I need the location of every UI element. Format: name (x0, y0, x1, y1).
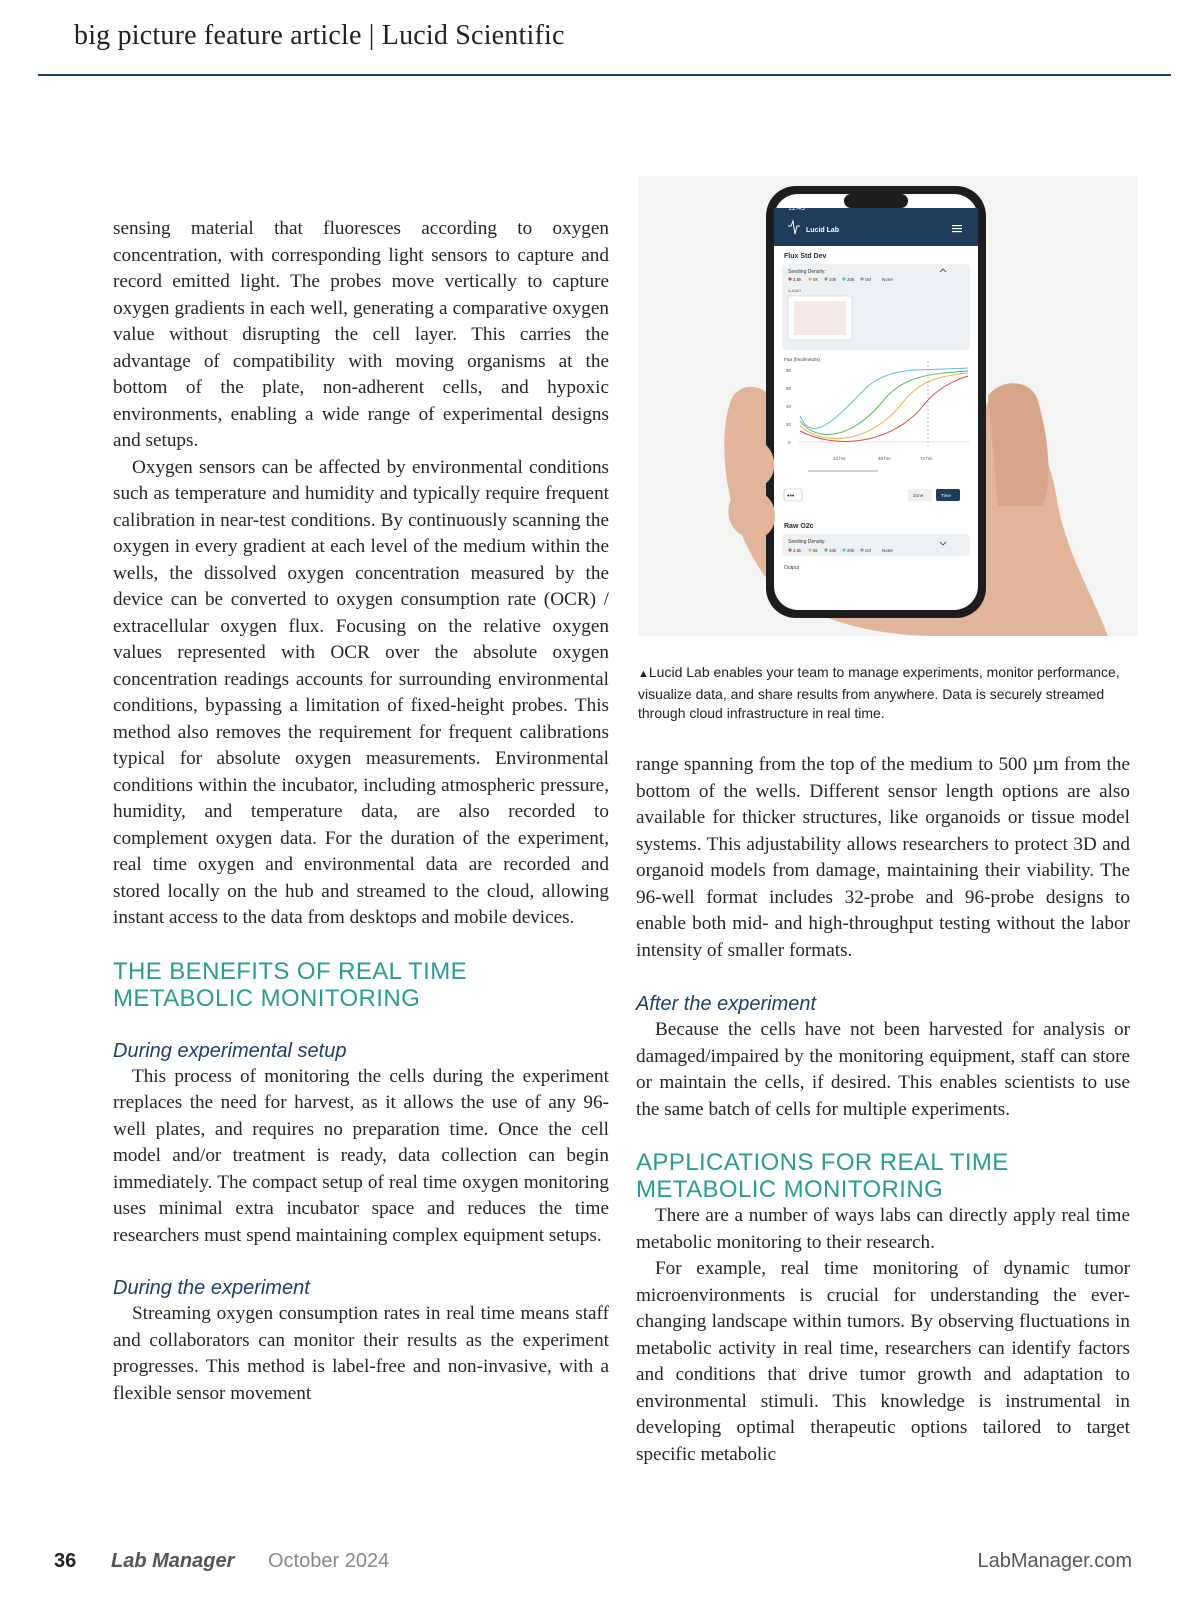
output-label: Output (784, 565, 800, 571)
legend-item: 10k (829, 548, 837, 553)
body-paragraph: sensing material that fluoresces according to oxygen concentration, with corresponding light sensors to capture and record emitted light. The probes move vertically to capture oxygen gradients in each well, generating a comparative oxygen value without disrupting the cell layer. This carries the advantage of compatibility with moving organisms at the bottom of the plate, non-adherent cells, and hypoxic environments, enabling a wide range of experimental designs and setups. (113, 218, 609, 451)
legend-item: ctrl (865, 548, 871, 553)
y-tick: 40 (786, 404, 792, 409)
seeding-label: Seeding Density: (788, 269, 826, 275)
legend-item: 10k (829, 277, 837, 282)
app-bar (774, 208, 978, 246)
seeding-label-2: Seeding Density: (788, 539, 826, 545)
legend-item: 5k (813, 548, 818, 553)
app-title: Lucid Lab (806, 227, 840, 234)
website-link[interactable]: LabManager.com (977, 1550, 1132, 1572)
x-tick: 72 hrs (920, 456, 933, 461)
legend-item: 20k (847, 277, 855, 282)
body-paragraph: Because the cells have not been harvested for analysis or damaged/impaired by the monitoring equipment, staff can store or maintain the cells, if desired. This enables scientists to use the same batch of cells for multiple experiments. (636, 1019, 1130, 1120)
subheading-during: During the experiment (113, 1277, 310, 1299)
body-paragraph: For example, real time monitoring of dynamic tumor microenvironments is crucial for understanding the ever-changing landscape within tumors. By observing fluctuations in metabolic activity in real time, researchers can identify factors and conditions that drive tumor growth and adaptation to environmental stimuli. This knowledge is instrumental in developing optimal therapeutic options tailored to target specific metabolic (636, 1258, 1130, 1465)
body-paragraph: Streaming oxygen consumption rates in real time means staff and collaborators can monitor their results as the experiment progresses. This method is label-free and non-invasive, with a flexible sensor movement (113, 1303, 609, 1404)
legend-item: 20k (847, 548, 855, 553)
phone-notch (844, 194, 908, 208)
legend-item: 2.5k (793, 548, 802, 553)
subheading-after: After the experiment (636, 993, 817, 1015)
well-grid (794, 301, 846, 335)
y-tick: 60 (786, 386, 792, 391)
thumb-shape (988, 383, 1048, 506)
body-paragraph: This process of monitoring the cells during the experiment rreplaces the need for harvest, as it allows the use of any 96-well plates, and requires no preparation time. Once the cell model and/or treatment is ready, data collection can begin immediately. The compact setup of real time oxygen monitoring uses minimal extra incubator space and reduces the time researchers must spend maintaining complex equipment setups. (113, 1065, 609, 1246)
time-button-label: Time (941, 493, 951, 498)
section-heading-benefits: THE BENEFITS OF REAL TIME METABOLIC MONITORING (113, 957, 468, 1012)
legend-item: 5k (813, 277, 818, 282)
legend-item: 2.5k (793, 277, 802, 282)
status-time: 11:49 (788, 205, 805, 212)
right-column (636, 752, 1130, 1468)
zone-button-label: Zone (913, 493, 924, 498)
y-tick: 80 (786, 368, 792, 373)
x-tick: 24 hrs (833, 456, 846, 461)
subheading-setup: During experimental setup (113, 1039, 347, 1062)
running-header: big picture feature article | Lucid Scientific (74, 20, 565, 51)
caption-text: Lucid Lab enables your team to manage experiments, monitor performance, visualize data, and share results from anywhere. Data is securely streamed through cloud infrastructure in real time. (638, 664, 1120, 721)
y-axis-label: Flux (fmol/mm2/s) (784, 357, 820, 362)
y-tick: 20 (786, 422, 792, 427)
legend-item: None (882, 277, 893, 282)
body-paragraph: range spanning from the top of the medium to 500 µm from the bottom of the wells. Different sensor length options are also available for thicker structures, like organoids or tissue model systems. This adjustability allows researchers to protect 3D and organoid models from damage, maintaining their viability. The 96-well format includes 32-probe and 96-probe designs to enable both mid- and high-throughput testing without the labor intensity of smaller formats. (636, 754, 1130, 961)
legend-item: None (882, 548, 893, 553)
card-title-flux: Flux Std Dev (784, 253, 827, 260)
phone-photo (638, 176, 1138, 636)
issue-date: October 2024 (268, 1550, 390, 1572)
x-tick: 48 hrs (878, 456, 891, 461)
figure-caption (638, 663, 1138, 724)
section-heading-applications: APPLICATIONS FOR REAL TIME METABOLIC MONITORING (636, 1149, 1009, 1203)
left-column (113, 216, 609, 1407)
more-button-label: ••• (787, 493, 795, 500)
body-paragraph: There are a number of ways labs can directly apply real time metabolic monitoring to their research. (636, 1205, 1130, 1253)
magazine-name: Lab Manager (111, 1550, 235, 1572)
y-tick: 0 (788, 440, 791, 445)
page-number: 36 (54, 1550, 77, 1572)
hamburger-menu-icon[interactable] (952, 225, 962, 232)
legend-item: ctrl (865, 277, 871, 282)
header-rule (38, 74, 1171, 76)
body-paragraph: Oxygen sensors can be affected by environmental conditions such as temperature and humidity and typically require frequent calibration in near-test conditions. By continuously scanning the oxygen in every gradient at each level of the medium within the wells, the dissolved oxygen concentration measured by the device can be converted to oxygen consumption rate (OCR) / extracellular oxygen flux. Focusing on the relative oxygen values represented with OCR over the absolute oxygen concentration readings accounts for surrounding environmental conditions, bypassing a limitation of fixed-height probes. This method also removes the requirement for frequent calibrations typical for absolute oxygen measurements. Environmental conditions within the incubator, including atmospheric pressure, humidity, and temperature data, are also recorded to complement oxygen data. For the duration of the experiment, real time oxygen and environmental data are recorded and stored locally on the hub and streamed to the cloud, allowing instant access to the data from desktops and mobile devices. (113, 456, 609, 928)
seeding-panel-2 (782, 534, 970, 556)
plate-label: 4-AA67 (788, 288, 802, 293)
phone-illustration (638, 176, 1138, 636)
card-title-raw: Raw O2c (784, 523, 814, 530)
caption-arrow-icon: ▲ (638, 668, 649, 680)
